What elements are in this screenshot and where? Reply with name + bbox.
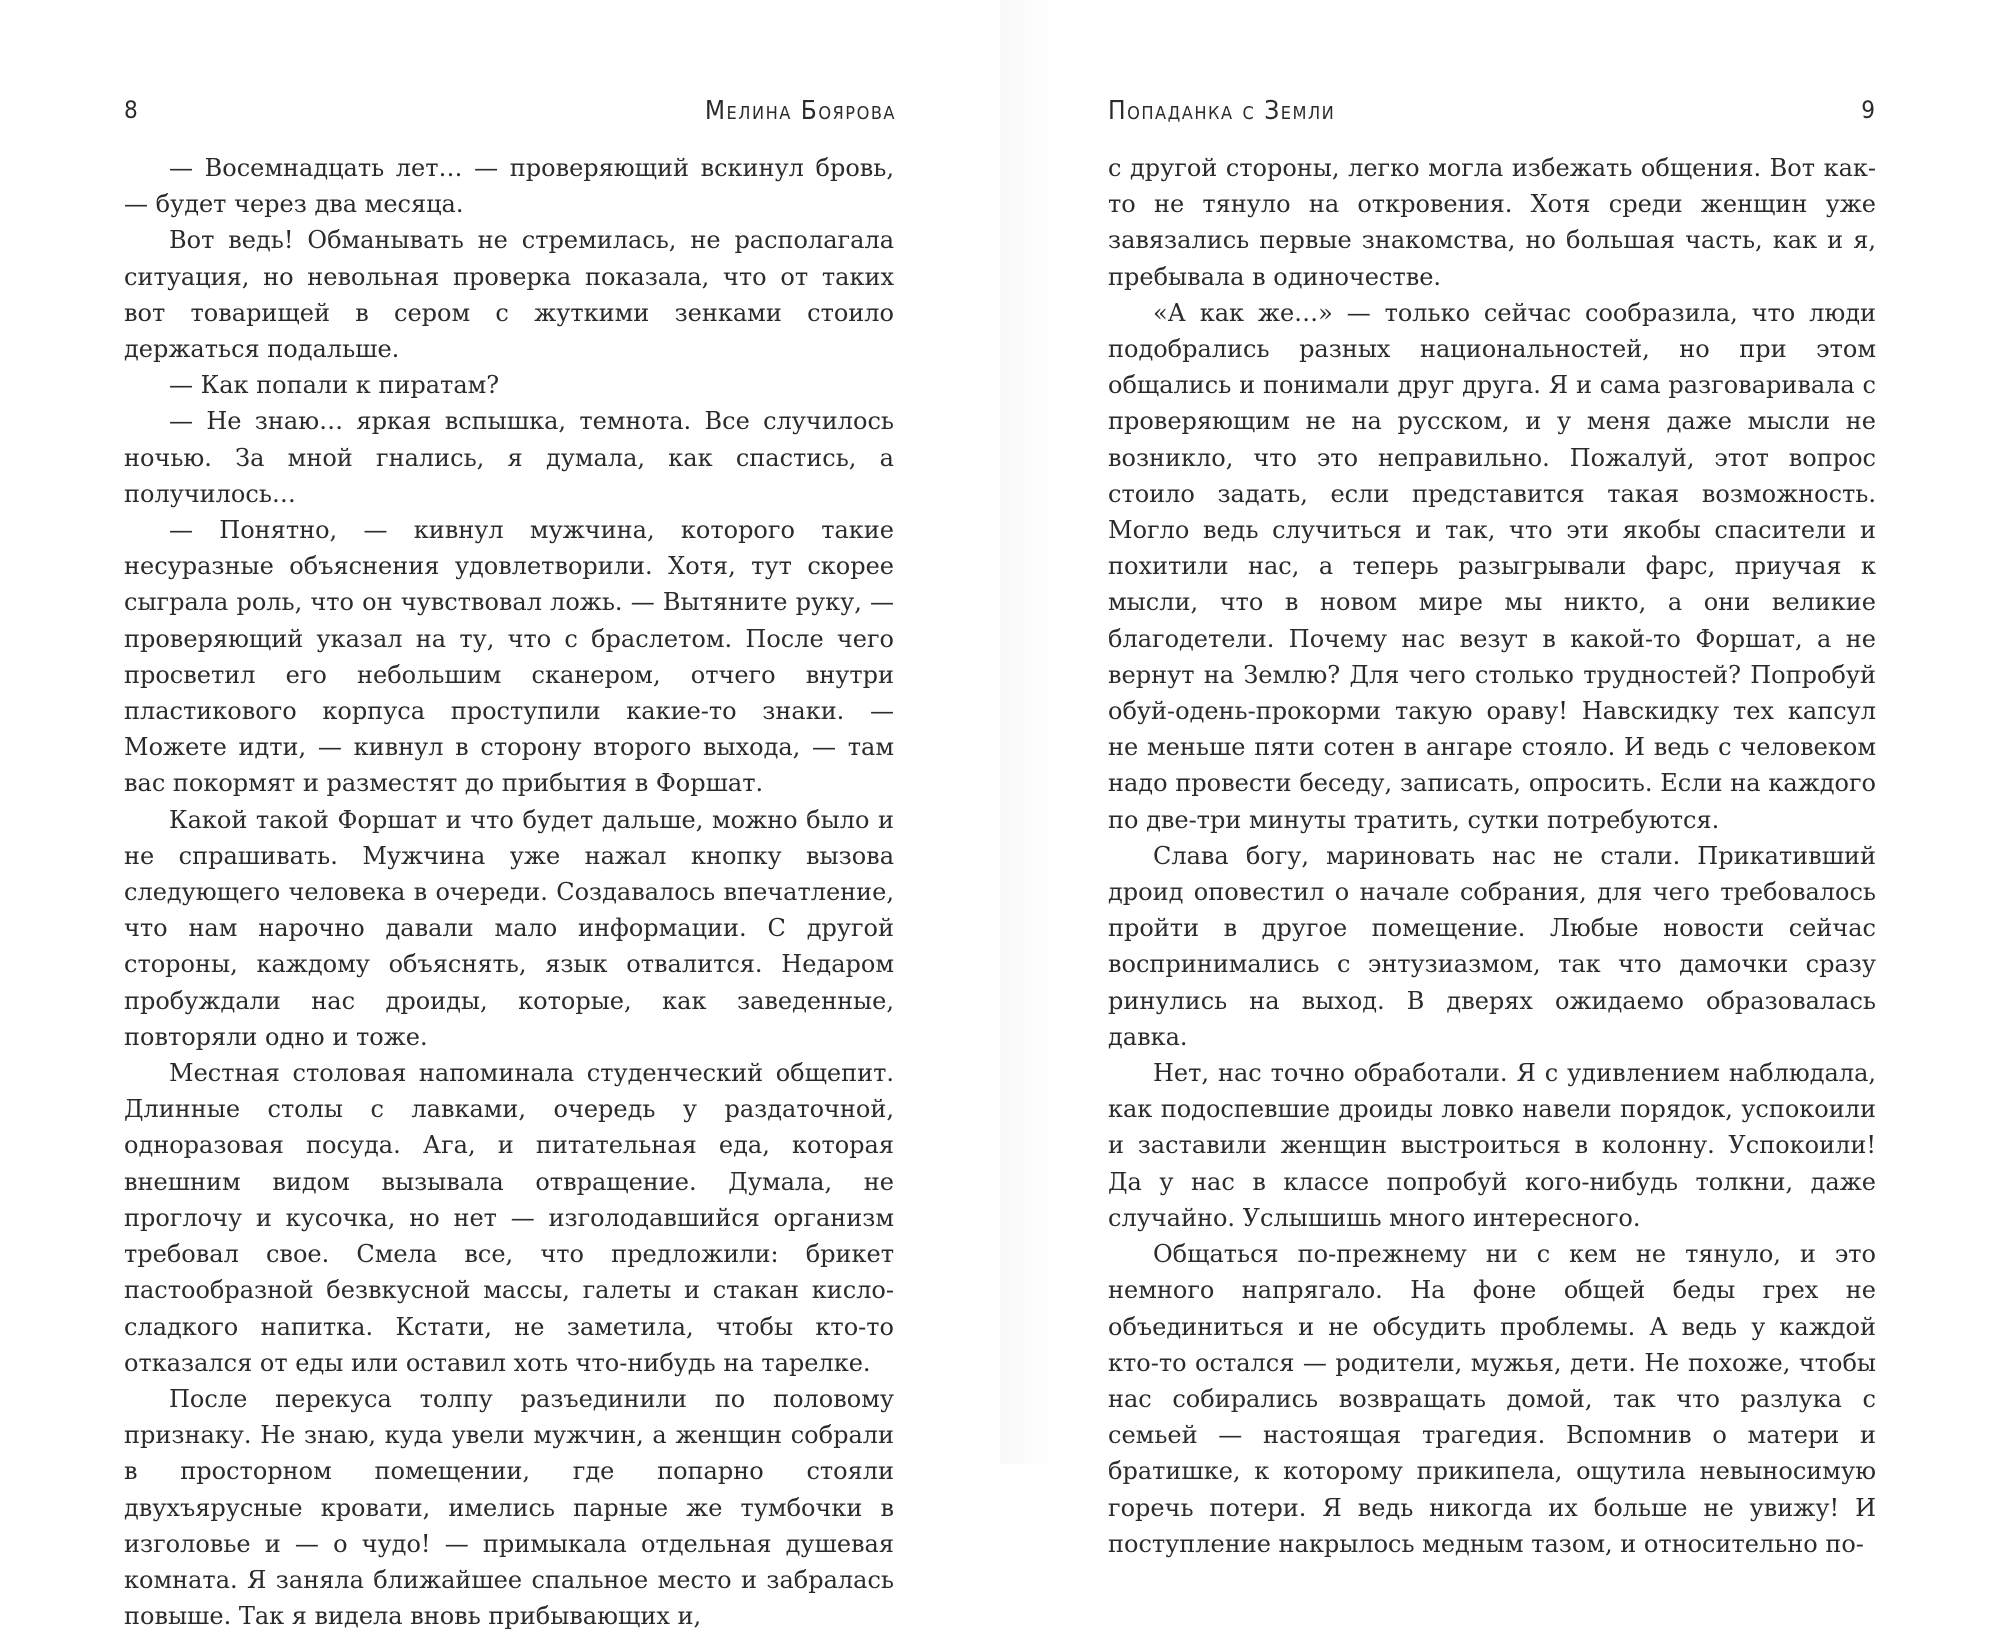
paragraph: — Понятно, — кивнул мужчина, которого такие несуразные объяснения удовлетворили. Хотя, тут скорее сыграла роль, что он чувствовал ложь. — Вытяните руку, — проверяющий указал на ту, что с браслетом. После чего просветил его небольшим сканером, отчего внутри пластикового корпуса проступили какие-то знаки. — Можете идти, — кивнул в сторону второго выхода, — там вас покормят и разместят до прибытия в Форшат.: [124, 516, 894, 798]
paragraph: Вот ведь! Обманывать не стремилась, не располагала ситуация, но невольная проверка показала, что от таких вот товарищей в сером с жуткими зенками стоило держаться подальше.: [124, 226, 894, 364]
paragraph: Общаться по-прежнему ни с кем не тянуло, и это немного напрягало. На фоне общей беды грех не объединиться и не обсудить проблемы. А ведь у каждой кто-то остался — родители, мужья, дети. Не похоже, чтобы нас собирались возвращать домой, так что разлука с семьей — настоящая трагедия. Вспомнив о матери и братишке, к которому прикипела, ощутила невыносимую горечь потери. Я ведь никогда их больше не увижу! И поступление накрылось медным тазом, и относительно по-: [1108, 1240, 1876, 1558]
page-number: 8: [124, 96, 139, 124]
body-text: [1108, 150, 1876, 1562]
paragraph: «А как же…» — только сейчас сообразила, что люди подобрались разных национальностей, но при этом общались и понимали друг друга. Я и сама разговаривала с проверяющим не на русском, и у меня даже мысли не возникло, что это неправильно. Пожалуй, этот вопрос стоило задать, если представится такая возможность. Могло ведь случиться и так, что эти якобы спасители и похитили нас, а теперь разыгрывали фарс, приучая к мысли, что в новом мире мы никто, а они великие благодетели. Почему нас везут в какой-то Форшат, а не вернут на Землю? Для чего столько трудностей? Попробуй обуй-одень-прокорми такую ораву! Навскидку тех капсул не меньше пяти сотен в ангаре стояло. И ведь с человеком надо провести беседу, записать, опросить. Если на каждого по две-три минуты тратить, сутки потребуются.: [1108, 298, 1876, 834]
running-head-author: Мелина Боярова: [704, 96, 896, 126]
paragraph: Нет, нас точно обработали. Я с удивлением наблюдала, как подоспевшие дроиды ловко навели порядок, успокоили и заставили женщин выстроиться в колонну. Успокоили! Да у нас в классе попробуй кого-нибудь толкни, даже случайно. Услышишь много интересного.: [1108, 1059, 1876, 1232]
body-text: [124, 150, 894, 1634]
right-page: [1000, 0, 2000, 1558]
paragraph: — Не знаю… яркая вспышка, темнота. Все случилось ночью. За мной гнались, я думала, как спастись, а получилось…: [124, 407, 894, 508]
paragraph: После перекуса толпу разъединили по половому признаку. Не знаю, куда увели мужчин, а женщин собрали в просторном помещении, где попарно стояли двухъярусные кровати, имелись парные же тумбочки в изголовье и — о чудо! — примыкала отдельная душевая комната. Я заняла ближайшее спальное место и забралась повыше. Так я видела вновь прибывающих и,: [124, 1384, 894, 1631]
paragraph: Какой такой Форшат и что будет дальше, можно было и не спрашивать. Мужчина уже нажал кнопку вызова следующего человека в очереди. Создавалось впечатление, что нам нарочно давали мало информации. С другой стороны, каждому объяснять, язык отвалится. Недаром пробуждали нас дроиды, которые, как заведенные, повторяли одно и тоже.: [124, 805, 894, 1051]
left-page: [0, 0, 1000, 1631]
running-head-title: Попаданка с Земли: [1108, 96, 1336, 126]
continued-paragraph: с другой стороны, легко могла избежать общения. Вот как-то не тянуло на откровения. Хотя среди женщин уже завязались первые знакомства, но большая часть, как и я, пребывала в одиночестве.: [1108, 154, 1876, 291]
page-number: 9: [1861, 96, 1876, 124]
paragraph: — Восемнадцать лет… — проверяющий вскинул бровь, — будет через два месяца.: [124, 154, 894, 219]
paragraph: — Как попали к пиратам?: [169, 371, 500, 400]
paragraph: Слава богу, мариновать нас не стали. Прикативший дроид оповестил о начале собрания, для чего требовалось пройти в другое помещение. Любые новости сейчас воспринимались с энтузиазмом, так что дамочки сразу ринулись на выход. В дверях ожидаемо образовалась давка.: [1108, 841, 1876, 1051]
paragraph: Местная столовая напоминала студенческий общепит. Длинные столы с лавками, очередь у раздаточной, одноразовая посуда. Ага, и питательная еда, которая внешним видом вызывала отвращение. Думала, не проглочу и кусочка, но нет — изголодавшийся организм требовал свое. Смела все, что предложили: брикет пастообразной безвкусной массы, галеты и стакан кисло-сладкого напитка. Кстати, не заметила, чтобы кто-то отказался от еды или оставил хоть что-нибудь на тарелке.: [124, 1059, 894, 1377]
